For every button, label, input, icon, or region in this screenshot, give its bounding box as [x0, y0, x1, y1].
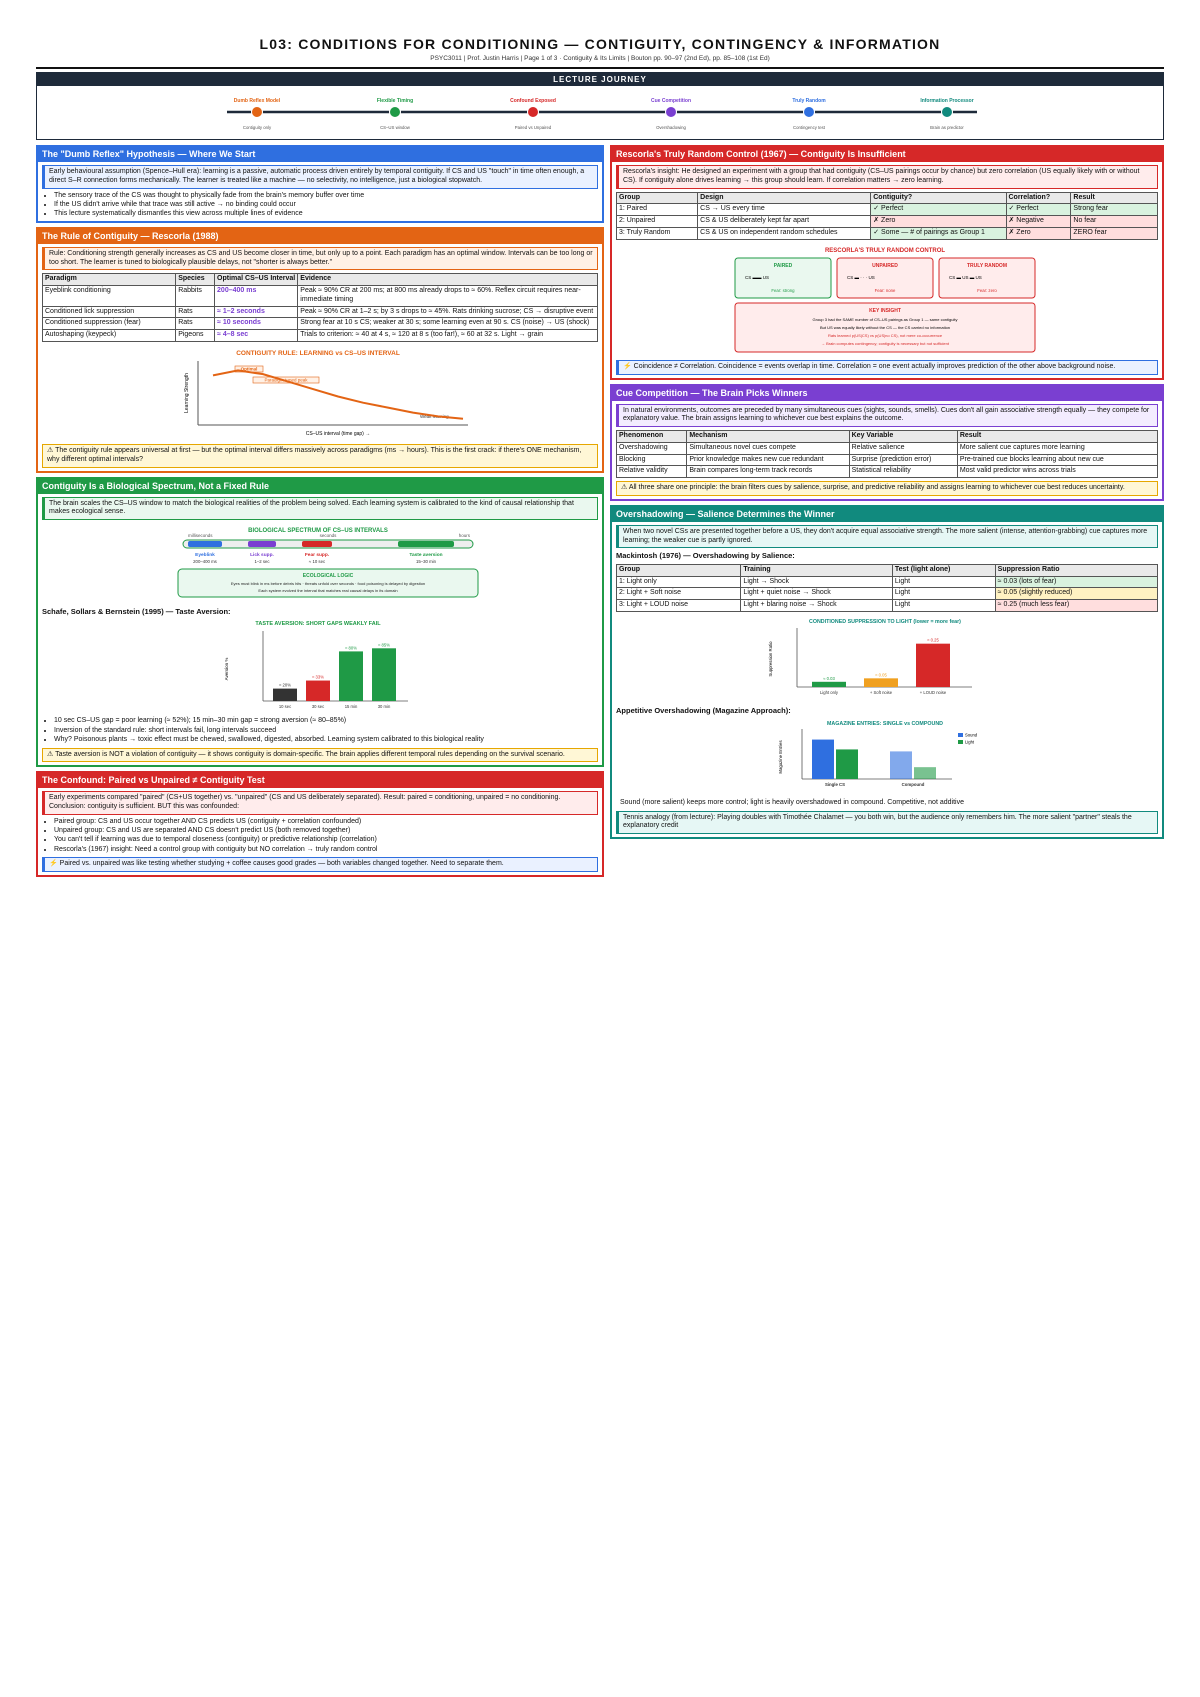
table-cell: ✗ Zero — [1006, 227, 1071, 239]
journey-step-label: Information Processor — [920, 98, 974, 104]
chart-bar — [372, 648, 396, 701]
table-cell: ✗ Negative — [1006, 216, 1071, 228]
list-item: • The sensory trace of the CS was thought to physically fade from the brain's memory buffer over time — [54, 192, 598, 201]
lick-value: 1–2 sec — [254, 559, 270, 565]
bar-value-label: ≈ 85% — [378, 642, 390, 648]
table-cell: Peak ≈ 90% CR at 200 ms; at 800 ms already drops to ≈ 60%. Reflex circuit requires near-immediate timing — [298, 286, 598, 307]
taste-label: Taste aversion — [409, 553, 443, 559]
legend-swatch-light — [958, 740, 963, 744]
table-cell: ✓ Some — # of pairings as Group 1 — [871, 227, 1006, 239]
table-header-row — [617, 431, 1158, 443]
table-cell: Strong fear — [1071, 204, 1158, 216]
suppression-chart — [612, 615, 1158, 701]
chart-bar — [812, 739, 834, 778]
table-cell: ≈ 0.03 (lots of fear) — [995, 576, 1157, 588]
table-cell: ≈ 0.05 (slightly reduced) — [995, 588, 1157, 600]
dumb-reflex-bullets — [54, 192, 598, 219]
table-cell: Eyeblink conditioning — [43, 286, 176, 307]
chart-bar — [916, 643, 950, 686]
table-cell: ≈ 1–2 seconds — [215, 306, 298, 318]
bar-value-label: ≈ 80% — [345, 645, 357, 651]
table-row — [43, 306, 598, 318]
category-label: Compound — [901, 781, 925, 787]
list-item: • Unpaired group: CS and US are separated AND CS doesn't predict US (both removed together) — [54, 827, 598, 836]
table-cell: Light + blaring noise → Shock — [741, 600, 892, 612]
table-cell: 3: Light + LOUD noise — [617, 600, 741, 612]
journey-step-label: Cue Competition — [651, 98, 691, 104]
table-header: Mechanism — [687, 431, 849, 443]
paired-box-title: PAIRED — [773, 262, 793, 269]
axis-label-left: milliseconds — [188, 533, 213, 539]
table-cell: Overshadowing — [617, 442, 687, 454]
table-header: Phenomenon — [617, 431, 687, 443]
table-cell: Peak ≈ 90% CR at 1–2 s; by 3 s drops to ≈ 45%. Rats drinking sucrose; CS → disruptive event — [298, 306, 598, 318]
journey-step-dot — [942, 107, 953, 118]
axis-label-mid: seconds — [319, 533, 337, 539]
table-cell: CS & US on independent random schedules — [698, 227, 871, 239]
tennis-analogy: Tennis analogy (from lecture): Playing doubles with Timothée Chalamet — you both win, but the audience only remembers him. The more salient "partner" steals the explanatory credit — [616, 811, 1158, 835]
table-cell: Conditioned suppression (fear) — [43, 318, 176, 330]
category-label: 30 min — [377, 703, 391, 709]
table-cell: More salient cue captures more learning — [957, 442, 1157, 454]
category-label: Single CS — [824, 781, 846, 787]
chart-ylabel: Aversion % — [224, 657, 229, 681]
spectrum-diagram — [38, 523, 598, 601]
table-header: Test (light alone) — [892, 564, 995, 576]
truly-random-diagram — [612, 243, 1158, 355]
fear-marker — [302, 541, 332, 547]
table-row — [617, 454, 1158, 466]
table-row — [617, 600, 1158, 612]
suppression-bars — [812, 637, 950, 694]
table-cell: ✓ Perfect — [1006, 204, 1071, 216]
list-item: • If the US didn't arrive while that trace was still active → no binding could occur — [54, 201, 598, 210]
left-column — [36, 145, 604, 881]
bar-value-label: ≈ 20% — [279, 682, 291, 688]
category-label: 30 sec — [311, 703, 325, 709]
table-cell: ZERO fear — [1071, 227, 1158, 239]
spectrum-title: BIOLOGICAL SPECTRUM OF CS–US INTERVALS — [248, 528, 388, 535]
chart-bar — [864, 678, 898, 687]
journey-timeline — [37, 86, 1162, 138]
section-title: Overshadowing — Salience Determines the Winner — [612, 507, 1162, 522]
table-cell: Light — [892, 600, 995, 612]
list-item: • Paired group: CS and US occur together AND CS predicts US (contiguity + correlation confounded) — [54, 818, 598, 827]
table-header: Group — [617, 192, 698, 204]
section-overshadowing — [610, 505, 1164, 839]
rescorla-callout: Rescorla's insight: He designed an experiment with a group that had contiguity (CS–US pairings occur by chance) but zero correlation (US equally likely with or without CS). If contiguity alone drives learning → this group should learn. If correlation matters → zero learning. — [616, 165, 1158, 189]
table-cell: 3: Truly Random — [617, 227, 698, 239]
taste-warning: ⚠ Taste aversion is NOT a violation of contiguity — it shows contiguity is domain-specific. The brain applies different temporal rules depending on the survival scenario. — [42, 748, 598, 763]
table-row — [617, 216, 1158, 228]
legend-sound: Sound — [965, 732, 978, 737]
table-cell: 2: Unpaired — [617, 216, 698, 228]
journey-step-sub: Brain as predictor — [930, 125, 964, 130]
ecological-logic-line: Each system evolved the interval that matches real causal delays in its domain — [258, 588, 398, 594]
header-rule — [36, 67, 1164, 69]
bar-value-label: ≈ 0.03 — [823, 675, 835, 681]
right-column — [610, 145, 1164, 843]
diagram-title: RESCORLA'S TRULY RANDOM CONTROL — [824, 247, 946, 254]
journey-step-dot — [804, 107, 815, 118]
taste-value: 15–30 min — [415, 559, 437, 565]
category-label: 10 sec — [278, 703, 292, 709]
table-header: Training — [741, 564, 892, 576]
table-header-row — [617, 564, 1158, 576]
table-header: Result — [957, 431, 1157, 443]
key-insight-line: → Brain computes contingency; contiguity is necessary but not sufficient — [821, 340, 949, 346]
table-cell: Relative validity — [617, 466, 687, 478]
peak-label: Paradigm-tuned peak — [264, 377, 308, 383]
table-cell: Light — [892, 588, 995, 600]
section-title: Cue Competition — The Brain Picks Winners — [612, 386, 1162, 401]
section-dumb-reflex — [36, 145, 604, 223]
unpaired-box-line: Fear: none — [874, 287, 896, 293]
journey-step-label: Flexible Timing — [376, 98, 414, 104]
key-insight-line: But US was equally likely without the CS — the CS carried no information — [819, 324, 951, 330]
paired-box-line: CS ▬▬ US — [745, 274, 770, 280]
chart-xlabel: CS–US interval (time gap) → — [305, 430, 371, 437]
chart-bar — [914, 767, 936, 779]
table-header: Evidence — [298, 274, 598, 286]
taste-study-title: Schafe, Sollars & Bernstein (1995) — Taste Aversion: — [42, 606, 231, 616]
table-cell: CS & US deliberately kept far apart — [698, 216, 871, 228]
chart-bar — [836, 749, 858, 779]
journey-step-sub: Paired vs Unpaired — [514, 125, 552, 130]
table-cell: ≈ 10 seconds — [215, 318, 298, 330]
journey-step-sub: CS–US window — [380, 125, 410, 130]
cue-competition-table — [616, 430, 1158, 478]
list-item: • You can't tell if learning was due to temporal closeness (contiguity) or predictive relationship (correlation) — [54, 836, 598, 845]
table-cell: No fear — [1071, 216, 1158, 228]
taste-bars — [273, 642, 396, 709]
taste-marker — [398, 541, 454, 547]
table-cell: Rats — [176, 318, 215, 330]
table-cell: Pigeons — [176, 330, 215, 342]
table-cell: 1: Light only — [617, 576, 741, 588]
section-confound — [36, 771, 604, 877]
legend-light: Light — [965, 739, 975, 744]
table-cell: 1: Paired — [617, 204, 698, 216]
cue-competition-callout: In natural environments, outcomes are preceded by many simultaneous cues (sights, sounds, smells). Cues don't all gain associative strength equally — they compete for explanatory value. The brain assigns learning to whichever cue best explains the outcome. — [616, 404, 1158, 428]
table-row — [617, 466, 1158, 478]
category-label: 15 min — [344, 703, 358, 709]
table-header: Design — [698, 192, 871, 204]
chart-title: TASTE AVERSION: SHORT GAPS WEAKLY FAIL — [255, 620, 381, 627]
overshadowing-note: Sound (more salient) keeps more control; light is heavily overshadowed in compound. Competitive, not additive — [620, 798, 964, 806]
key-insight-title: KEY INSIGHT — [869, 307, 901, 314]
eyeblink-marker — [188, 541, 222, 547]
magazine-bars — [812, 739, 936, 786]
list-item: • 10 sec CS–US gap = poor learning (≈ 52%); 15 min–30 min gap = strong aversion (≈ 80–85%) — [54, 717, 598, 726]
ecological-logic-title: ECOLOGICAL LOGIC — [302, 573, 354, 580]
chart-bar — [812, 682, 846, 687]
optimal-label: Optimal — [240, 366, 258, 372]
table-cell: Relative salience — [849, 442, 957, 454]
section-title: The Rule of Contiguity — Rescorla (1988) — [38, 229, 602, 244]
paired-box-line: Fear: strong — [771, 287, 795, 293]
list-item: • Why? Poisonous plants → toxic effect must be chewed, swallowed, digested, absorbed. Learning system calibrated to this biological reality — [54, 736, 598, 745]
chart-title: CONDITIONED SUPPRESSION TO LIGHT (lower = more fear) — [809, 618, 961, 625]
contiguity-rule-callout: Rule: Conditioning strength generally increases as CS and US become closer in time, but only up to a point. Each paradigm has an optimal window. Intervals can be too long or too short. The learner is tuned to biologically plausible delays, not "shorter is always better." — [42, 247, 598, 271]
lecture-journey — [36, 72, 1164, 140]
section-rescorla — [610, 145, 1164, 380]
chart-bar — [273, 688, 297, 700]
table-cell: ≈ 0.25 (much less fear) — [995, 600, 1157, 612]
truly-random-box-line: CS ▬ US ▬ US — [949, 274, 982, 280]
journey-step-sub: Contiguity only — [242, 125, 272, 130]
contiguity-warning: ⚠ The contiguity rule appears universal at first — but the optimal interval differs massively across paradigms (ms → hours). This is the first crack: if there's ONE mechanism, why different optimal intervals? — [42, 444, 598, 468]
section-title: The Confound: Paired vs Unpaired ≠ Contiguity Test — [38, 773, 602, 788]
table-cell: Light — [892, 576, 995, 588]
dumb-reflex-callout: Early behavioural assumption (Spence–Hull era): learning is a passive, automatic process driven entirely by temporal contiguity. If CS and US "touch" in time often enough, a direct S–R connection forms mechanically. The learner is treated like a machine — no selectivity, no intelligence, just a biological stopwatch. — [42, 165, 598, 189]
table-header: Optimal CS–US Interval — [215, 274, 298, 286]
journey-step-sub: Overshadowing — [656, 125, 686, 130]
chart-title: MAGAZINE ENTRIES: SINGLE vs COMPOUND — [827, 720, 943, 727]
key-insight-line: Group 3 had the SAME number of CS–US pairings as Group 1 — same contiguity — [812, 316, 958, 322]
section-title: Contiguity Is a Biological Spectrum, Not a Fixed Rule — [38, 479, 602, 494]
chart-ylabel: Suppression Ratio — [768, 641, 773, 677]
section-contiguity-rule — [36, 227, 604, 473]
table-cell: Light → Shock — [741, 576, 892, 588]
journey-step-dot — [390, 107, 401, 118]
journey-step-dot — [666, 107, 677, 118]
section-title: Rescorla's Truly Random Control (1967) — Contiguity Is Insufficient — [612, 147, 1162, 162]
table-cell: Most valid predictor wins across trials — [957, 466, 1157, 478]
axis-label-right: hours — [458, 533, 470, 539]
table-cell: Brain compares long-term track records — [687, 466, 849, 478]
table-header-row — [43, 274, 598, 286]
chart-title: CONTIGUITY RULE: LEARNING vs CS–US INTERVAL — [236, 349, 400, 357]
bar-value-label: ≈ 33% — [312, 674, 324, 680]
fear-value: ≈ 10 sec — [308, 559, 326, 565]
rescorla-note: ⚡ Coincidence ≠ Correlation. Coincidence = events overlap in time. Correlation = one event actually improves prediction of the other above background noise. — [616, 360, 1158, 375]
chart-bar — [890, 751, 912, 779]
table-cell: CS → US every time — [698, 204, 871, 216]
table-cell: ✗ Zero — [871, 216, 1006, 228]
table-cell: ≈ 4–8 sec — [215, 330, 298, 342]
table-cell: Surprise (prediction error) — [849, 454, 957, 466]
table-cell: Strong fear at 10 s CS; weaker at 30 s; some learning even at 90 s. CS (noise) → US (shock) — [298, 318, 598, 330]
magazine-chart — [612, 717, 1158, 795]
unpaired-box-line: CS ▬ · · · US — [847, 274, 875, 280]
table-cell: 2: Light + Soft noise — [617, 588, 741, 600]
taste-aversion-chart — [38, 617, 598, 713]
legend-swatch-sound — [958, 733, 963, 737]
table-cell: Conditioned lick suppression — [43, 306, 176, 318]
eyeblink-label: Eyeblink — [195, 553, 215, 559]
mackintosh-title: Mackintosh (1976) — Overshadowing by Salience: — [616, 551, 795, 561]
unpaired-box-title: UNPAIRED — [872, 262, 898, 269]
table-cell: Prior knowledge makes new cue redundant — [687, 454, 849, 466]
table-header: Suppression Ratio — [995, 564, 1157, 576]
category-label: + Soft noise — [869, 689, 893, 695]
table-header: Species — [176, 274, 215, 286]
confound-bullets — [54, 818, 598, 855]
learning-curve-line — [213, 370, 463, 418]
table-header: Contiguity? — [871, 192, 1006, 204]
paradigm-table — [42, 273, 598, 342]
section-title: The "Dumb Reflex" Hypothesis — Where We Start — [38, 147, 602, 162]
truly-random-box-line: Fear: zero — [977, 287, 997, 293]
journey-step-dot — [252, 107, 263, 118]
key-insight-line: Rats learned p(US|CS) vs p(US|no CS), not mere co-occurrence — [827, 332, 943, 338]
table-cell: Pre-trained cue blocks learning about new cue — [957, 454, 1157, 466]
fear-label: Fear supp. — [304, 553, 330, 559]
category-label: + LOUD noise — [919, 689, 947, 695]
table-cell: Blocking — [617, 454, 687, 466]
table-cell: 200–400 ms — [215, 286, 298, 307]
journey-title: LECTURE JOURNEY — [37, 73, 1163, 86]
chart-bar — [339, 651, 363, 701]
page-subtitle: PSYC3011 | Prof. Justin Harris | Page 1 of 3 · Contiguity & Its Limits | Bouton pp. 90–97 (2nd Ed), pp. 85–108 (1st Ed) — [430, 54, 770, 62]
table-header: Group — [617, 564, 741, 576]
table-cell: Statistical reliability — [849, 466, 957, 478]
table-row — [43, 318, 598, 330]
chart-bar — [306, 680, 330, 700]
rescorla-table — [616, 192, 1158, 240]
weak-label: Weak learning — [420, 413, 449, 419]
journey-step-label: Dumb Reflex Model — [233, 98, 281, 104]
list-item: • This lecture systematically dismantles this view across multiple lines of evidence — [54, 210, 598, 219]
table-header-row — [617, 192, 1158, 204]
page-header — [36, 36, 1164, 69]
cue-competition-warning: ⚠ All three share one principle: the brain filters cues by salience, surprise, and predictive reliability and assigns learning to whichever cue best reduces uncertainty. — [616, 481, 1158, 496]
table-row — [617, 204, 1158, 216]
bar-value-label: ≈ 0.25 — [927, 637, 939, 643]
table-header: Key Variable — [849, 431, 957, 443]
contiguity-curve-chart — [38, 345, 598, 439]
category-label: Light only — [820, 689, 838, 695]
eyeblink-value: 200–400 ms — [193, 559, 217, 565]
table-row — [617, 442, 1158, 454]
table-header: Result — [1071, 192, 1158, 204]
lick-label: Lick supp. — [250, 553, 274, 559]
table-cell: Trials to criterion: ≈ 40 at 4 s, ≈ 120 at 8 s (too far!), ≈ 60 at 32 s. Light → grain — [298, 330, 598, 342]
table-cell: Simultaneous novel cues compete — [687, 442, 849, 454]
table-cell: Autoshaping (keypeck) — [43, 330, 176, 342]
taste-bullets — [54, 717, 598, 744]
table-cell: Rabbits — [176, 286, 215, 307]
table-cell: Rats — [176, 306, 215, 318]
appetitive-title: Appetitive Overshadowing (Magazine Approach): — [616, 706, 791, 716]
overshadowing-callout: When two novel CSs are presented together before a US, they don't acquire equal associative strength. The more salient (intense, attention-grabbing) cue captures more learning; the weaker cue is partly ignored. — [616, 525, 1158, 549]
lick-marker — [248, 541, 276, 547]
section-cue-competition — [610, 384, 1164, 501]
table-row — [43, 286, 598, 307]
table-cell: Light + quiet noise → Shock — [741, 588, 892, 600]
journey-step-label: Truly Random — [792, 98, 826, 104]
table-row — [617, 576, 1158, 588]
table-row — [617, 227, 1158, 239]
truly-random-box-title: TRULY RANDOM — [966, 262, 1008, 269]
journey-step-label: Confound Exposed — [510, 98, 556, 104]
chart-ylabel: Learning Strength — [184, 372, 190, 413]
bio-spectrum-callout: The brain scales the CS–US window to match the biological realities of the problem being solved. Each learning system is calibrated to the kind of causal relationship that makes ecological sense. — [42, 497, 598, 521]
confound-callout: Early experiments compared "paired" (CS+US together) vs. "unpaired" (CS and US deliberately separated). Result: paired = conditioning, unpaired = no conditioning. Conclusion: contiguity is sufficient. BUT this was confounded: — [42, 791, 598, 815]
journey-step-sub: Contingency test — [792, 125, 826, 130]
journey-step-dot — [528, 107, 539, 118]
list-item: • Rescorla's (1967) insight: Need a control group with contiguity but NO correlation → truly random control — [54, 846, 598, 855]
table-row — [617, 588, 1158, 600]
page-title: L03: CONDITIONS FOR CONDITIONING — CONTIGUITY, CONTINGENCY & INFORMATION — [259, 36, 941, 52]
mackintosh-table — [616, 564, 1158, 612]
table-row — [43, 330, 598, 342]
chart-ylabel: Magazine Entries — [778, 739, 783, 774]
section-bio-spectrum — [36, 477, 604, 768]
table-cell: ✓ Perfect — [871, 204, 1006, 216]
bar-value-label: ≈ 0.05 — [875, 672, 887, 678]
table-header: Paradigm — [43, 274, 176, 286]
ecological-logic-line: Eyes must blink in ms before debris hits · threats unfold over seconds · food poisoning is delayed by digestion — [230, 581, 426, 587]
confound-note: ⚡ Paired vs. unpaired was like testing whether studying + coffee causes good grades — both variables changed together. Need to separate them. — [42, 857, 598, 872]
list-item: • Inversion of the standard rule: short intervals fail, long intervals succeed — [54, 727, 598, 736]
table-header: Correlation? — [1006, 192, 1071, 204]
